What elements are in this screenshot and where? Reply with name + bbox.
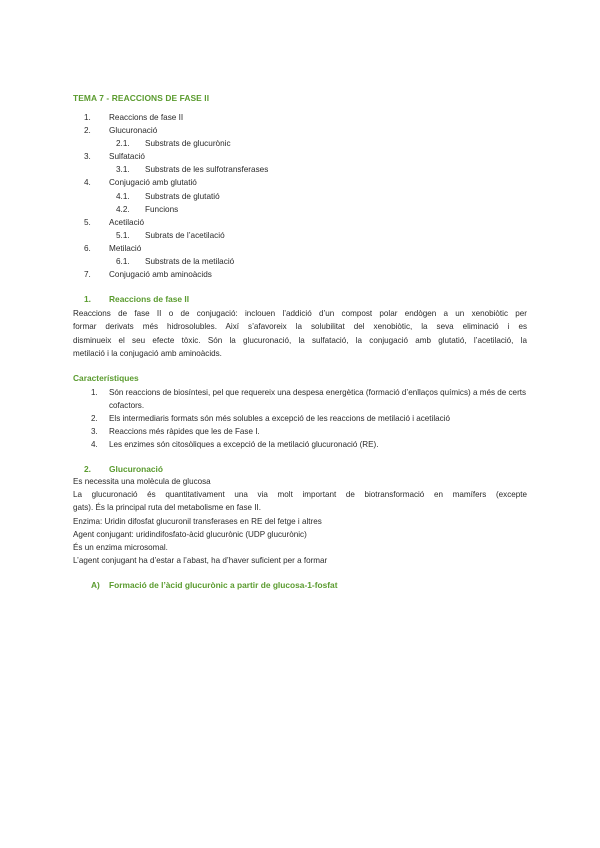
list-item-text: Reaccions més ràpides que les de Fase I.: [109, 427, 260, 437]
toc-item: [0, 268, 600, 281]
document-title: TEMA 7 - REACCIONS DE FASE II: [73, 93, 210, 103]
toc-item-number: 6.1.: [116, 257, 130, 267]
list-item: [0, 386, 600, 412]
paragraph-line: Es necessita una molècula de glucosa: [73, 477, 211, 486]
toc-item: [0, 150, 600, 163]
section-1-title: Reaccions de fase II: [109, 294, 190, 304]
toc-item: [0, 216, 600, 229]
toc-item: [0, 229, 600, 242]
toc-item: [0, 242, 600, 255]
toc-item-number: 2.1.: [116, 139, 130, 149]
toc-item: [0, 137, 600, 150]
list-item-number: 4.: [91, 440, 98, 450]
toc-item-number: 5.: [84, 217, 91, 227]
paragraph-line: formar derivats més hidrosolubles. Així s’afavoreix la solubilitat del xenobiòtic, la seva eliminació i es: [73, 322, 527, 332]
section-2-title: Glucuronació: [109, 464, 163, 474]
toc-item-text: Glucuronació: [109, 126, 158, 136]
subsection-a-title: Formació de l’àcid glucurònic a partir de glucosa-1-fosfat: [109, 580, 338, 590]
list-item-text: Les enzimes són citosòliques a excepció de la metilació glucuronació (RE).: [109, 440, 379, 450]
toc-item-text: Substrats de glutatió: [145, 191, 220, 201]
list-item-text: Els intermediaris formats són més solubles a excepció de les reaccions de metilació i acetilació: [109, 414, 450, 424]
toc-item-number: 4.1.: [116, 191, 130, 201]
list-item-number: 1.: [91, 388, 98, 397]
table-of-contents: [0, 111, 600, 281]
toc-item: [0, 190, 600, 203]
list-item-number: 3.: [91, 427, 98, 437]
toc-item-number: 6.: [84, 243, 91, 253]
paragraph-line: La glucuronació és quantitativament una via molt important de biotransformació en mamífers (excepte: [73, 490, 527, 500]
section-2-number: 2.: [84, 464, 91, 474]
toc-item-text: Reaccions de fase II: [109, 113, 184, 122]
toc-item: [0, 255, 600, 268]
toc-item-number: 5.1.: [116, 230, 130, 240]
toc-item-text: Sulfatació: [109, 152, 145, 162]
toc-item-text: Metilació: [109, 243, 142, 253]
toc-item-text: Funcions: [145, 204, 179, 214]
toc-item: [0, 124, 600, 137]
list-item: [0, 425, 600, 438]
toc-item: [0, 163, 600, 176]
paragraph-line: disminueix el seu efecte tòxic. Són la glucuronació, la sulfatació, la conjugació amb glutatió, l’acetilació, la: [73, 335, 527, 345]
paragraph-line: Agent conjugant: uridindifosfato-àcid glucurònic (UDP glucurònic): [73, 529, 307, 539]
toc-item-number: 3.: [84, 152, 91, 162]
toc-item-number: 3.1.: [116, 165, 130, 175]
toc-item-text: Substrats de les sulfotransferases: [145, 165, 269, 175]
paragraph-line: És un enzima microsomal.: [73, 542, 168, 552]
paragraph-line: Enzima: Uridin difosfat glucuronil transferases en RE del fetge i altres: [73, 516, 322, 526]
toc-item-text: Subrats de l’acetilació: [145, 230, 225, 240]
section-2-body: [73, 475, 533, 567]
toc-item: [0, 203, 600, 216]
characteristics-list: [0, 386, 600, 451]
paragraph-line: Reaccions de fase II o de conjugació: inclouen l’addició d’un compost polar endògen a un xenobiòtic per: [73, 309, 527, 318]
toc-item-number: 7.: [84, 270, 91, 280]
toc-item-number: 2.: [84, 126, 91, 136]
toc-item-text: Substrats de la metilació: [145, 257, 235, 267]
paragraph-line: metilació i la conjugació amb aminoàcids.: [73, 348, 222, 358]
subsection-a-label: A): [91, 580, 100, 590]
toc-item-text: Substrats de glucurònic: [145, 139, 231, 149]
section-1-number: 1.: [84, 294, 91, 304]
toc-item-text: Acetilació: [109, 217, 145, 227]
paragraph-line: L’agent conjugant ha d’estar a l’abast, ha d’haver suficient per a formar: [73, 556, 328, 566]
list-item-number: 2.: [91, 414, 98, 424]
toc-item: [0, 176, 600, 189]
list-item-text: Són reaccions de biosíntesi, pel que requereix una despesa energètica (formació d’enllaços químics) a més de certs cofactors.: [109, 388, 527, 411]
list-item: [0, 438, 600, 451]
toc-item: [0, 111, 600, 124]
paragraph-line: gats). És la principal ruta del metabolisme en fase II.: [73, 503, 262, 513]
toc-item-number: 4.: [84, 178, 91, 188]
characteristics-heading: Característiques: [73, 373, 139, 383]
toc-item-number: 4.2.: [116, 204, 130, 214]
toc-item-number: 1.: [84, 113, 91, 122]
toc-item-text: Conjugació amb glutatió: [109, 178, 197, 188]
toc-item-text: Conjugació amb aminoàcids: [109, 270, 212, 280]
section-1-paragraph: [73, 307, 527, 360]
list-item: [0, 412, 600, 425]
